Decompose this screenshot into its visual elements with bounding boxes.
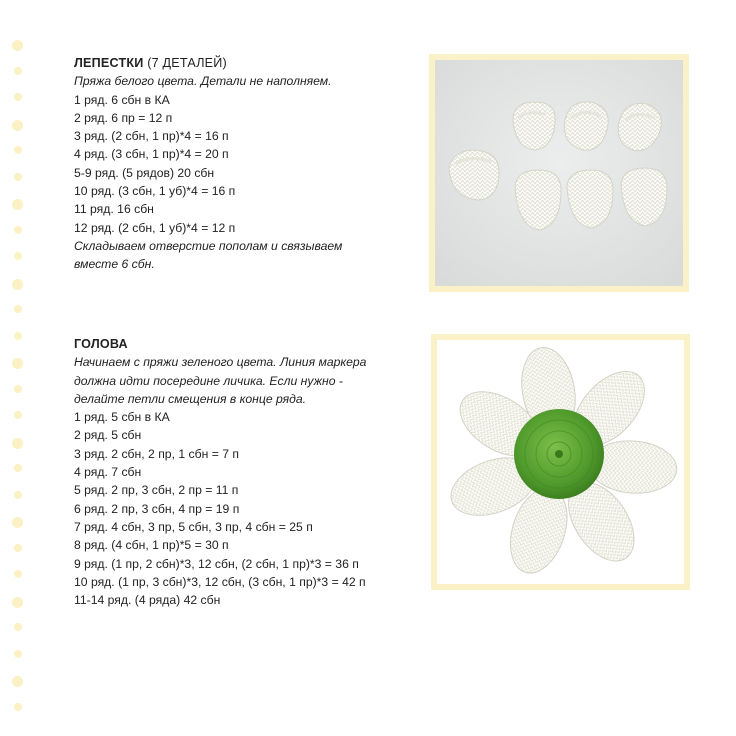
decorative-dot (14, 67, 22, 75)
flower-photo-frame (431, 334, 690, 590)
decorative-dot (14, 146, 22, 154)
decorative-dot (14, 623, 22, 631)
decorative-dot (14, 173, 22, 181)
head-intro: должна идти посередине личика. Если нужно - (74, 373, 343, 388)
decorative-dot (14, 252, 22, 260)
decorative-dot (12, 279, 23, 290)
head-row: 9 ряд. (1 пр, 2 сбн)*3, 12 сбн, (2 сбн, 1 пр)*3 = 36 п (74, 556, 359, 571)
head-intro: делайте петли смещения в конце ряда. (74, 391, 307, 406)
decorative-dot (14, 385, 22, 393)
decorative-dot (12, 597, 23, 608)
petals-row: 11 ряд. 16 сбн (74, 202, 154, 217)
decorative-dot (14, 544, 22, 552)
decorative-dot (14, 305, 22, 313)
decorative-dot (12, 438, 23, 449)
petals-title-text: ЛЕПЕСТКИ (74, 56, 144, 70)
head-row: 11-14 ряд. (4 ряда) 42 сбн (74, 593, 221, 608)
decorative-dot (12, 676, 23, 687)
petals-row: 3 ряд. (2 сбн, 1 пр)*4 = 16 п (74, 129, 229, 144)
decorative-dot (14, 464, 22, 472)
decorative-dot (14, 93, 22, 101)
crocheted-petals-image (435, 60, 683, 286)
crocheted-daisy-image (437, 340, 684, 584)
decorative-dot (14, 411, 22, 419)
petals-title (74, 54, 342, 72)
petals-outro: вместе 6 сбн. (74, 257, 155, 272)
head-row: 10 ряд. (1 пр, 3 сбн)*3, 12 сбн, (3 сбн, 1 пр)*3 = 42 п (74, 574, 366, 589)
head-intro: Начинаем с пряжи зеленого цвета. Линия маркера (74, 355, 367, 370)
decorative-dot (14, 226, 22, 234)
petals-row: 1 ряд. 6 сбн в КА (74, 92, 170, 107)
head-row: 3 ряд. 2 сбн, 2 пр, 1 сбн = 7 п (74, 446, 239, 461)
decorative-dot (14, 570, 22, 578)
decorative-dot (12, 120, 23, 131)
head-row: 8 ряд. (4 сбн, 1 пр)*5 = 30 п (74, 538, 229, 553)
decorative-dot (12, 199, 23, 210)
petals-row: 10 ряд. (3 сбн, 1 уб)*4 = 16 п (74, 184, 236, 199)
decorative-dot (12, 358, 23, 369)
petals-row: 12 ряд. (2 сбн, 1 уб)*4 = 12 п (74, 220, 236, 235)
petals-section (74, 54, 342, 274)
decorative-dot-column (12, 0, 32, 736)
head-row: 4 ряд. 7 сбн (74, 465, 142, 480)
petals-row: 4 ряд. (3 сбн, 1 пр)*4 = 20 п (74, 147, 229, 162)
flower-photo (437, 340, 684, 584)
head-row: 7 ряд. 4 сбн, 3 пр, 5 сбн, 3 пр, 4 сбн = 25 п (74, 519, 313, 534)
head-row: 1 ряд. 5 сбн в КА (74, 410, 170, 425)
daisy-center (514, 409, 604, 499)
head-section (74, 335, 366, 609)
decorative-dot (12, 517, 23, 528)
decorative-dot (12, 40, 23, 51)
petals-title-note: (7 ДЕТАЛЕЙ) (147, 56, 227, 70)
petals-photo-frame (429, 54, 689, 292)
decorative-dot (14, 703, 22, 711)
head-title: ГОЛОВА (74, 337, 128, 351)
head-row: 2 ряд. 5 сбн (74, 428, 142, 443)
head-row: 5 ряд. 2 пр, 3 сбн, 2 пр = 11 п (74, 483, 239, 498)
decorative-dot (14, 491, 22, 499)
decorative-dot (14, 332, 22, 340)
petals-row: 5-9 ряд. (5 рядов) 20 сбн (74, 165, 215, 180)
petals-row: 2 ряд. 6 пр = 12 п (74, 110, 173, 125)
petals-photo (435, 60, 683, 286)
petals-intro: Пряжа белого цвета. Детали не наполняем. (74, 74, 332, 89)
head-row: 6 ряд. 2 пр, 3 сбн, 4 пр = 19 п (74, 501, 240, 516)
decorative-dot (14, 650, 22, 658)
petals-outro: Складываем отверстие пополам и связываем (74, 238, 343, 253)
